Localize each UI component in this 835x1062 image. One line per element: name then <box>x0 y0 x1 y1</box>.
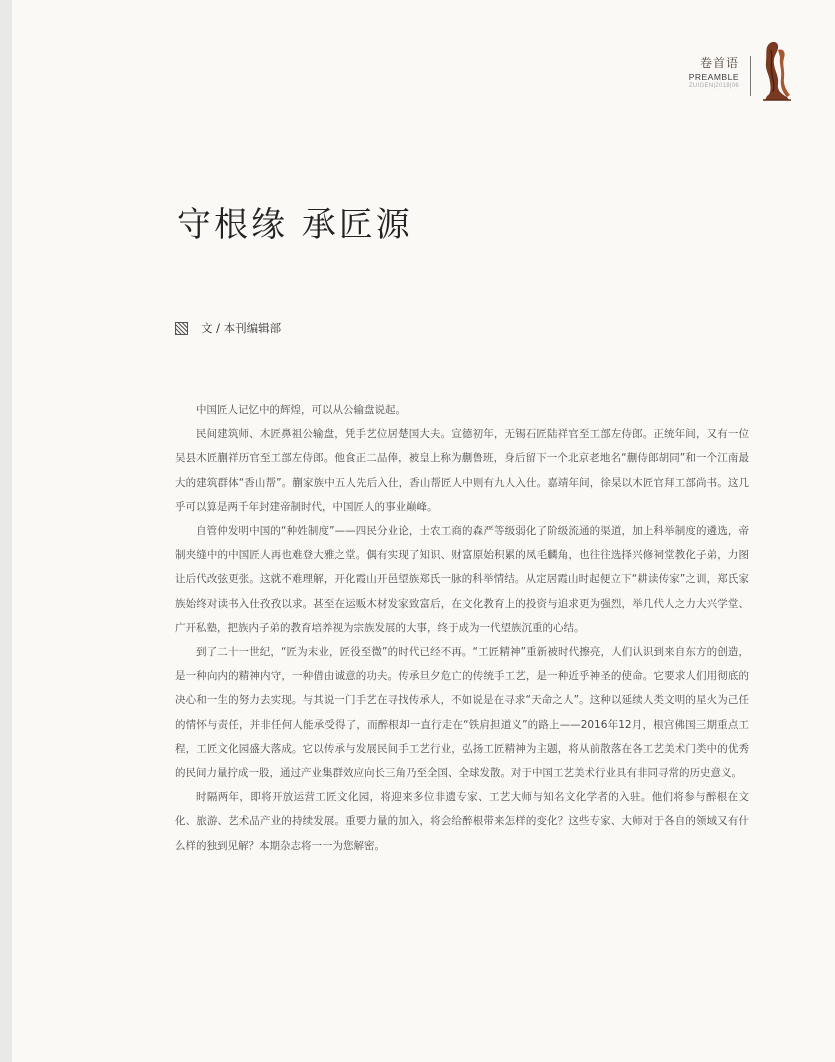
masthead-divider <box>750 56 751 96</box>
magazine-page <box>12 0 835 1062</box>
byline <box>175 320 281 336</box>
masthead-text <box>689 54 739 89</box>
body-paragraph: 民间建筑师、木匠鼻祖公输盘，凭手艺位居楚国大夫。宣德初年，无锡石匠陆祥官至工部左侍郎。正统年间，又有一位吴县木匠蒯祥历官至工部左侍郎。他食正二品俸，被皇上称为蒯鲁班，身后留下一个北京老地名“蒯侍郎胡同”和一个江南最大的建筑群体“香山帮”。蒯家族中五人先后入仕，香山帮匠人中则有九人入仕。嘉靖年间，徐杲以木匠官拜工部尚书。这几乎可以算是两千年封建帝制时代，中国匠人的事业巅峰。 <box>175 428 749 513</box>
byline-square-icon <box>175 322 188 335</box>
section-masthead <box>675 40 795 102</box>
masthead-section-en: PREAMBLE <box>688 72 739 82</box>
masthead-section-cn: 卷首语 <box>699 56 739 70</box>
body-paragraph: 到了二十一世纪，“匠为末业，匠役至微”的时代已经不再。“工匠精神”重新被时代擦亮，人们认识到来自东方的创造，是一种向内的精神内守，一种借由诚意的功夫。传承旦夕危亡的传统手工艺，是一种近乎神圣的使命。它要求人们用彻底的决心和一生的努力去实现。与其说一门手艺在寻找传承人，不如说是在寻求“天命之人”。这种以延续人类文明的星火为己任的情怀与责任，并非任何人能承受得了，而醉根却一直行走在“铁肩担道义”的路上——2016年12月，根宫佛国三期重点工程，工匠文化园盛大落成。它以传承与发展民间手工艺行业，弘扬工匠精神为主题，将从前散落在各工艺美术门类中的优秀的民间力量拧成一股，通过产业集群效应向长三角乃至全国、全球发散。对于中国工艺美术行业具有非同寻常的历史意义。 <box>175 646 749 780</box>
body-paragraph: 自管仲发明中国的“种姓制度”——四民分业论，士农工商的森严等级弱化了阶级流通的渠道，加上科举制度的遴选，帝制夹缝中的中国匠人再也难登大雅之堂。偶有实现了知识、财富原始积累的凤毛麟角，也往往选择兴修祠堂教化子弟，力图让后代改弦更张。这就不难理解，开化霞山开邑望族郑氏一脉的科举情结。从定居霞山时起便立下“耕读传家”之训，郑氏家族始终对读书入仕孜孜以求。甚至在运贩木材发家致富后，在文化教育上的投资与追求更为强烈，举几代人之力大兴学堂、广开私塾，把族内子弟的教育培养视为宗族发展的大事，终于成为一代望族沉重的心结。 <box>175 525 749 634</box>
article-title: 守根缘 承匠源 <box>177 205 413 245</box>
body-paragraph: 中国匠人记忆中的辉煌，可以从公输盘说起。 <box>196 404 406 416</box>
masthead-issue: ZUIGEN|2018|06 <box>688 83 739 89</box>
body-paragraph: 时隔两年，即将开放运营工匠文化园，将迎来多位非遗专家、工艺大师与知名文化学者的入驻。他们将参与醉根在文化、旅游、艺术品产业的持续发展。重要力量的加入，将会给醉根带来怎样的变化？这些专家、大师对于各自的领域又有什么样的独到见解？本期杂志将一一为您解密。 <box>175 791 749 852</box>
byline-author: 文 / 本刊编辑部 <box>201 321 282 335</box>
article-body <box>175 398 749 858</box>
root-carving-logo-icon <box>759 40 793 102</box>
